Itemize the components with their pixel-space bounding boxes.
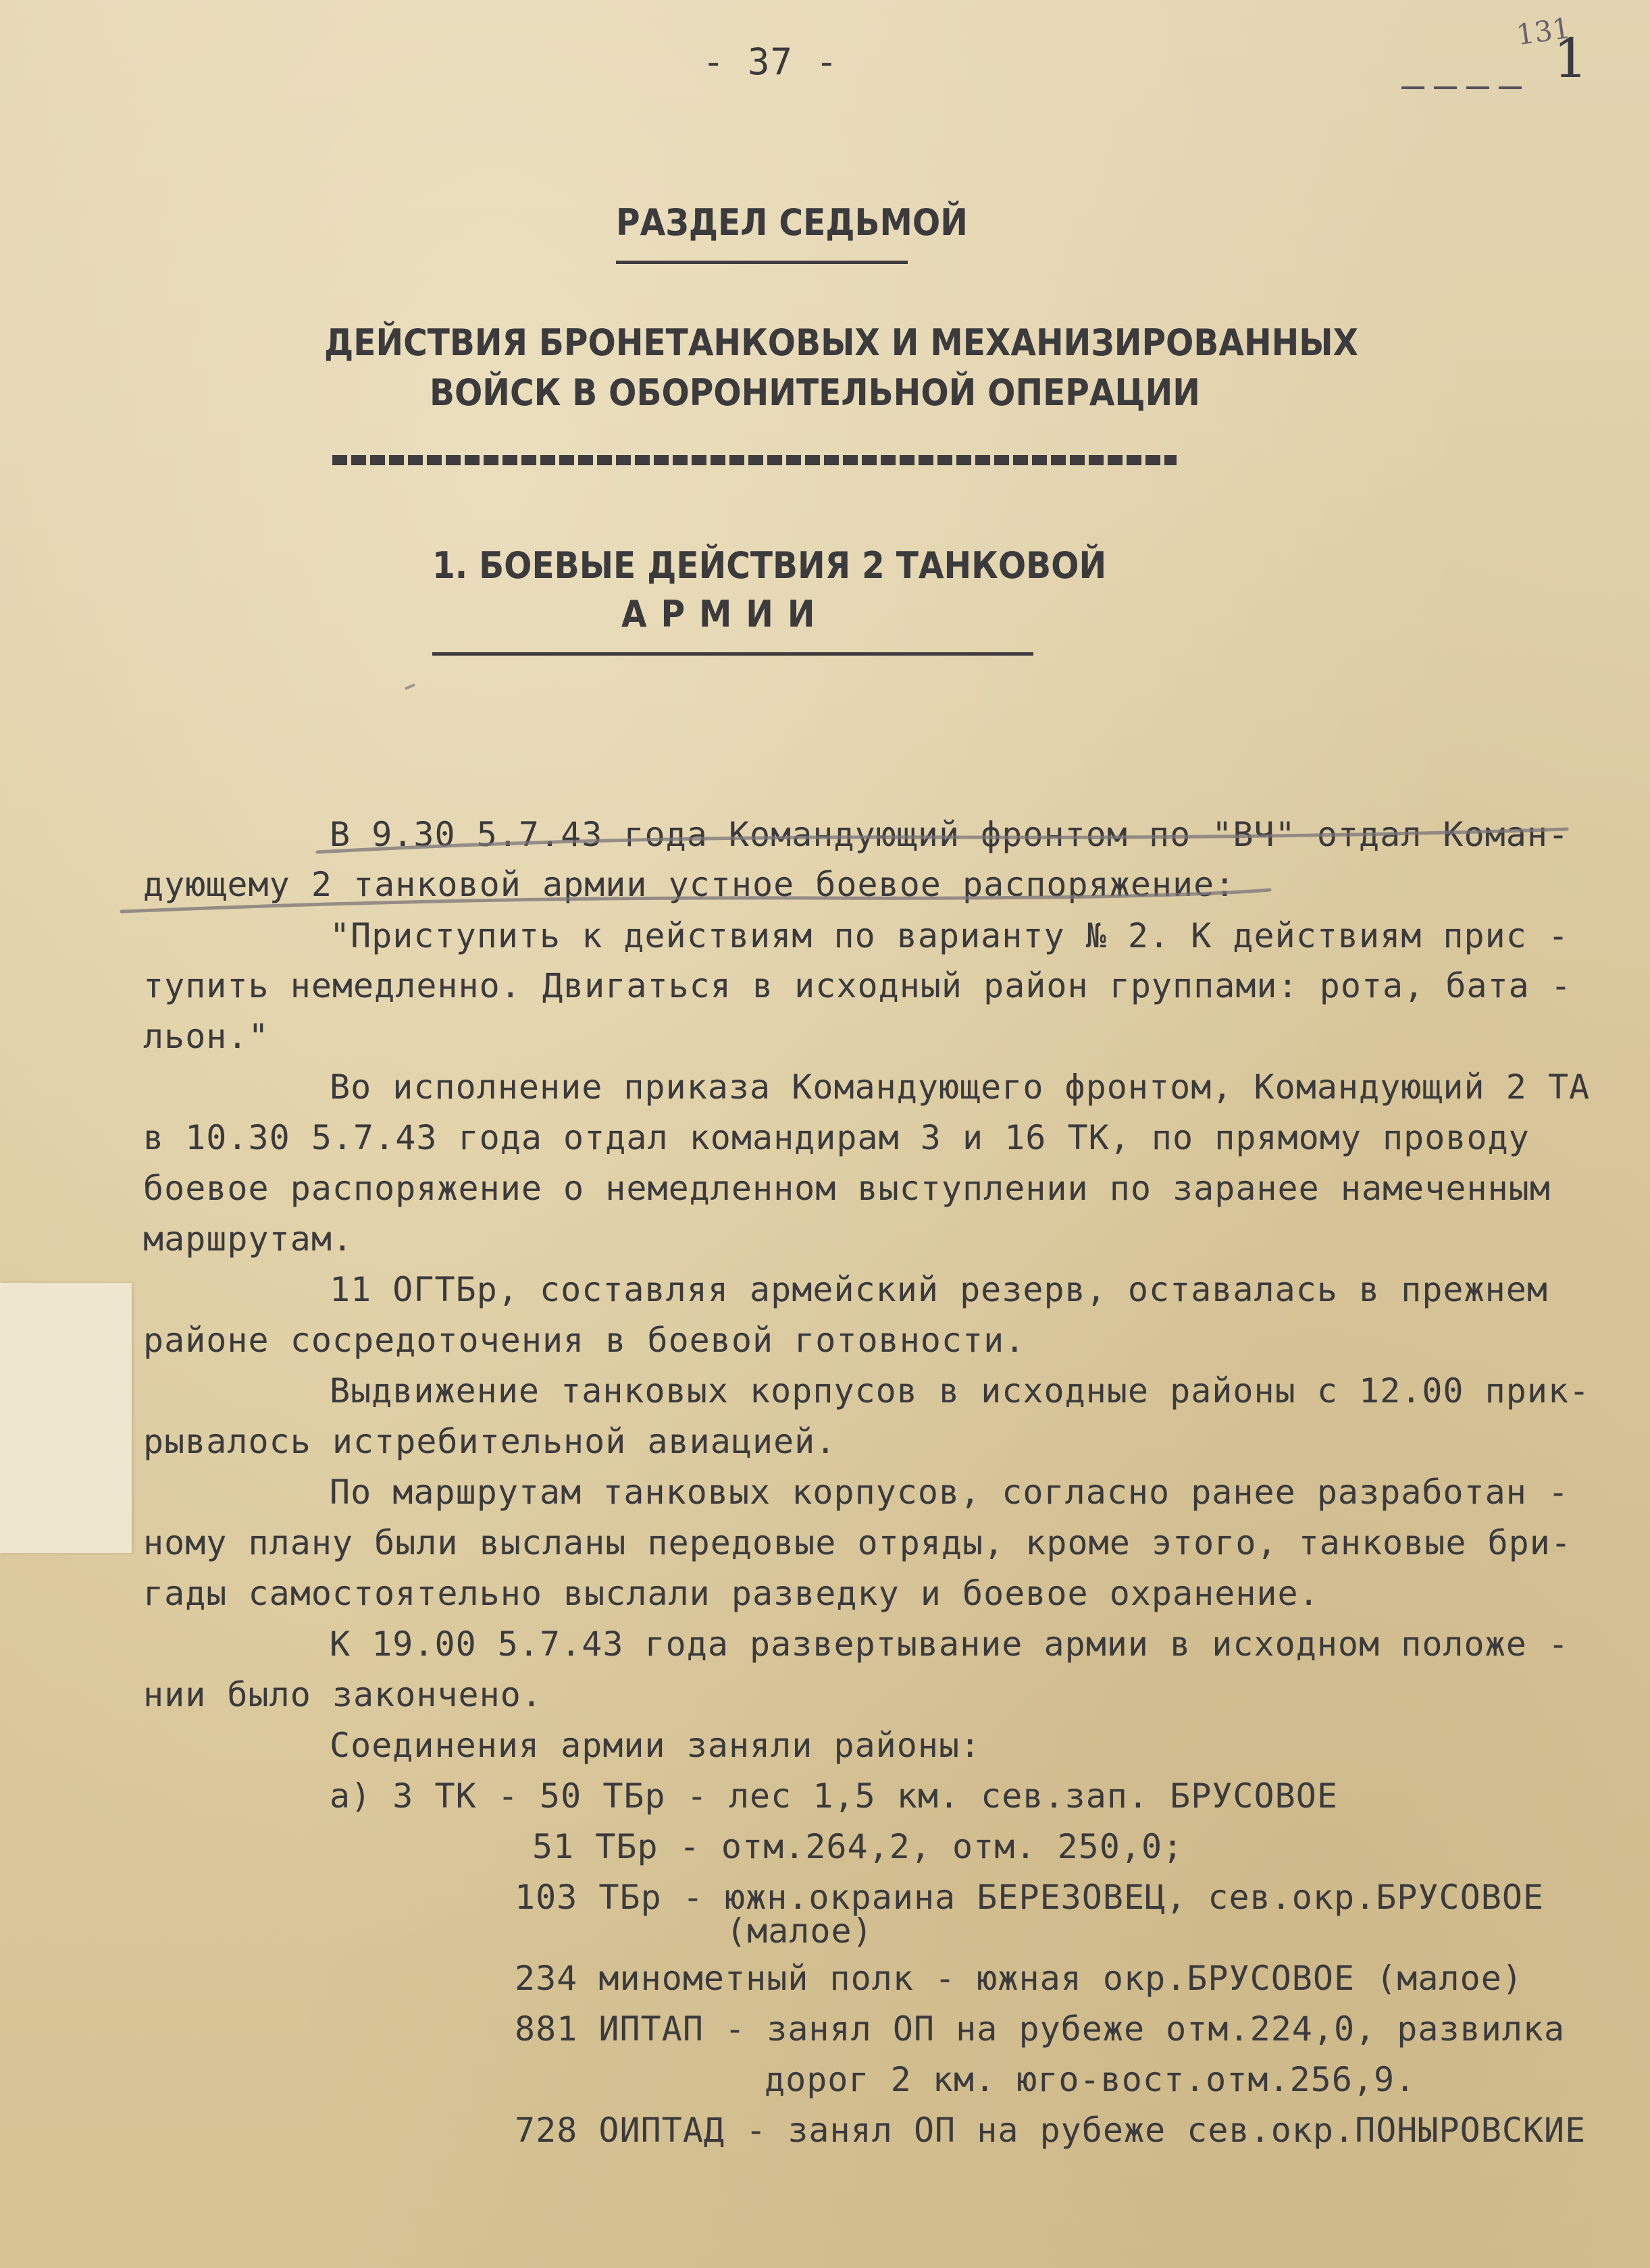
body-line: тупить немедленно. Двигаться в исходный район группами: рота, бата - xyxy=(143,966,1572,1005)
body-line: боевое распоряжение о немедленном выступлении по заранее намеченным xyxy=(143,1169,1551,1208)
corner-dash-line xyxy=(1401,86,1530,89)
section-title: РАЗДЕЛ СЕДЬМОЙ xyxy=(616,201,968,244)
sheet-number-pencil: 131 xyxy=(1514,11,1573,52)
body-line: (малое) xyxy=(726,1911,873,1951)
section-subtitle-line2: ВОЙСК В ОБОРОНИТЕЛЬНОЙ ОПЕРАЦИИ xyxy=(430,371,1200,414)
section-subtitle-line1: ДЕЙСТВИЯ БРОНЕТАНКОВЫХ И МЕХАНИЗИРОВАННЫХ xyxy=(324,321,1359,364)
section-title-underline xyxy=(616,261,908,264)
body-line: гады самостоятельно выслали разведку и боевое охранение. xyxy=(143,1574,1320,1613)
body-line: 881 ИПТАП - занял ОП на рубеже отм.224,0, развилка xyxy=(515,2009,1566,2049)
body-line: рывалось истребительной авиацией. xyxy=(143,1422,837,1461)
body-line: В 9.30 5.7.43 года Командующий фронтом по "ВЧ" отдал Коман- xyxy=(330,815,1570,854)
chapter-title-line1: 1. БОЕВЫЕ ДЕЙСТВИЯ 2 ТАНКОВОЙ xyxy=(432,544,1107,587)
body-line: льон." xyxy=(143,1017,269,1056)
chapter-title-line2: А Р М И И xyxy=(621,593,817,635)
body-line: а) 3 ТК - 50 ТБр - лес 1,5 км. сев.зап. БРУСОВОЕ xyxy=(330,1776,1338,1816)
body-line: Во исполнение приказа Командующего фронтом, Командующий 2 ТА xyxy=(330,1067,1591,1107)
body-line: нии было закончено. xyxy=(143,1675,542,1714)
body-line: ному плану были высланы передовые отряды, кроме этого, танковые бри- xyxy=(143,1523,1572,1562)
body-line: дующему 2 танковой армии устное боевое распоряжение: xyxy=(143,865,1236,904)
body-line: "Приступить к действиям по варианту № 2. К действиям прис - xyxy=(330,916,1570,955)
section-double-rule xyxy=(332,455,1177,465)
body-line: Выдвижение танковых корпусов в исходные районы с 12.00 прик- xyxy=(330,1371,1591,1410)
body-line: 103 ТБр - южн.окраина БЕРЕЗОВЕЦ, сев.окр.БРУСОВОЕ xyxy=(515,1878,1545,1917)
body-line: 51 ТБр - отм.264,2, отм. 250,0; xyxy=(532,1827,1184,1866)
body-line: дорог 2 км. юго-вост.отм.256,9. xyxy=(765,2060,1416,2099)
chapter-title-underline xyxy=(432,652,1033,656)
body-line: 728 ОИПТАД - занял ОП на рубеже сев.окр.ПОНЫРОВСКИЕ xyxy=(515,2111,1587,2150)
paper-patch xyxy=(0,1283,132,1553)
body-line: маршрутам. xyxy=(143,1219,354,1259)
body-line: 11 ОГТБр, составляя армейский резерв, оставалась в прежнем xyxy=(330,1270,1548,1309)
sheet-number: 1 xyxy=(1553,27,1588,90)
body-line: 234 минометный полк - южная окр.БРУСОВОЕ (малое) xyxy=(515,1959,1523,1998)
body-line: По маршрутам танковых корпусов, согласно ранее разработан - xyxy=(330,1473,1570,1512)
body-line: в 10.30 5.7.43 года отдал командирам 3 и 16 ТК, по прямому проводу xyxy=(143,1118,1530,1157)
body-line: Соединения армии заняли районы: xyxy=(330,1726,981,1765)
body-line: К 19.00 5.7.43 года развертывание армии в исходном положе - xyxy=(330,1625,1570,1664)
body-line: районе сосредоточения в боевой готовности. xyxy=(143,1321,1026,1360)
page-number: - 37 - xyxy=(702,41,839,83)
